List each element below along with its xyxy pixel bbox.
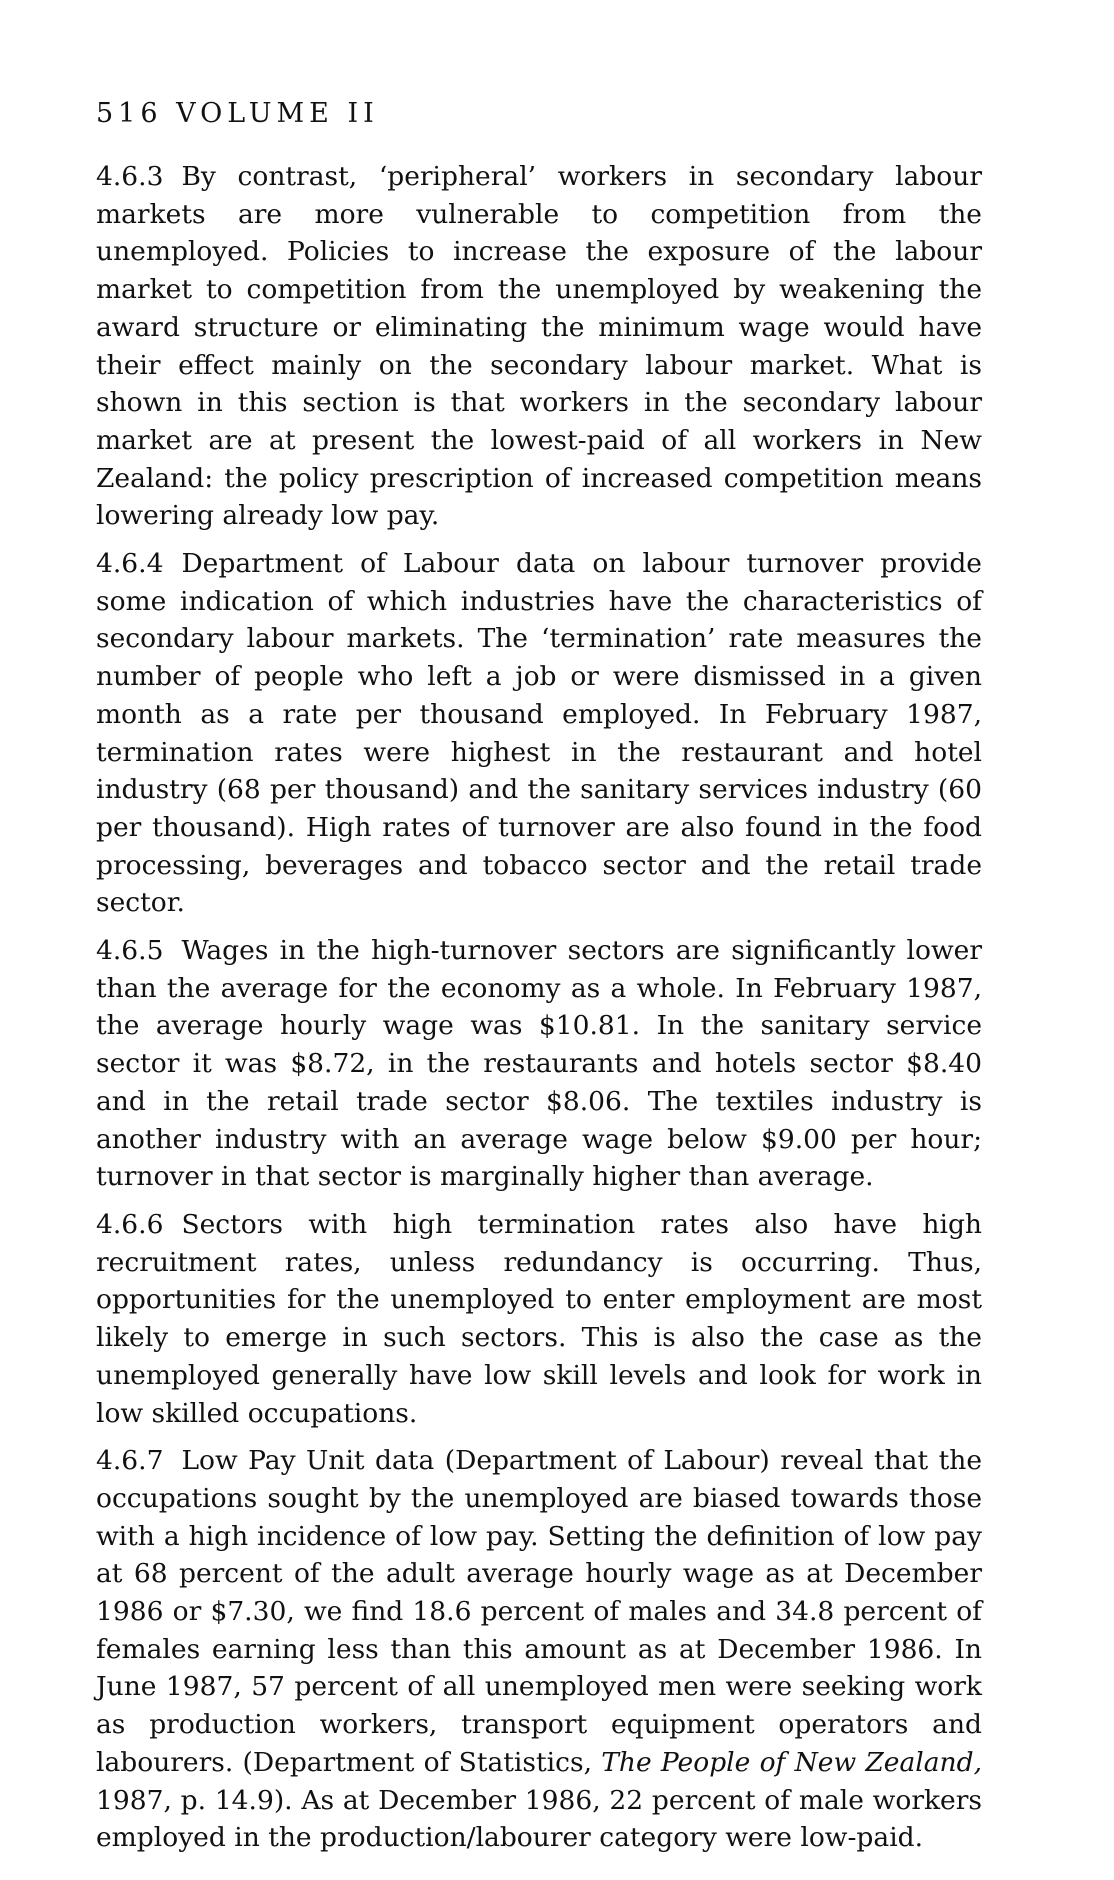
citation-title: The People of New Zealand, <box>601 1746 982 1778</box>
paragraph-number: 4.6.3 <box>96 161 164 192</box>
paragraph-text: Wages in the high-turnover sectors are significantly lower than the average for the economy as a whole. In February 1987, the average hourly wage was $10.81. In the sanitary service sector it was $8.72, in the restaurants and hotels sector $8.40 and in the retail trade sector $8.06. The textiles industry is another industry with an average wage below $9.00 per hour; turnover in that sector is marginally higher than average. <box>96 935 982 1193</box>
paragraph-text: Department of Labour data on labour turnover provide some indication of which industries have the characteristics of secondary labour markets. The ‘termination’ rate measures the number of people who left a job or were dismissed in a given month as a rate per thousand employed. In February 1987, termination rates were highest in the restaurant and hotel industry (68 per thousand) and the sanitary services industry (60 per thousand). High rates of turnover are also found in the food processing, beverages and tobacco sector and the retail trade sector. <box>96 548 982 919</box>
running-head <box>96 96 982 132</box>
paragraph-4-6-5 <box>96 932 982 1196</box>
paragraph-text: By contrast, ‘peripheral’ workers in secondary labour markets are more vulnerable to competition from the unemployed. Policies to increase the exposure of the labour market to competition from the unemployed by weakening the award structure or eliminating the minimum wage would have their effect mainly on the secondary labour market. What is shown in this section is that workers in the secondary labour market are at present the lowest-paid of all workers in New Zealand: the policy prescription of increased competition means lowering already low pay. <box>96 161 982 532</box>
paragraph-number: 4.6.7 <box>96 1445 164 1477</box>
paragraph-4-6-3 <box>96 158 982 535</box>
paragraph-4-6-6 <box>96 1206 982 1432</box>
page-number: 516 <box>96 98 163 129</box>
paragraph-number: 4.6.4 <box>96 548 164 580</box>
paragraph-text-before: Low Pay Unit data (Department of Labour) reveal that the occupations sought by the unemployed are biased towards those with a high incidence of low pay. Setting the definition of low pay at 68 percent of the adult average hourly wage as at December 1986 or $7.30, we find 18.6 percent of males and 34.8 percent of females earning less than this amount as at December 1986. In June 1987, 57 percent of all unemployed men were seeking work as production workers, transport equipment operators and labourers. (Department of Statistics, <box>96 1445 982 1778</box>
paragraph-4-6-4 <box>96 545 982 922</box>
paragraph-text: Sectors with high termination rates also have high recruitment rates, unless redundancy is occurring. Thus, opportunities for the unemployed to enter employment are most likely to emerge in such sectors. This is also the case as the unemployed generally have low skill levels and look for work in low skilled occupations. <box>96 1208 982 1429</box>
volume-label: VOLUME II <box>176 98 379 129</box>
paragraph-4-6-7 <box>96 1442 982 1857</box>
paragraph-text-after: 1987, p. 14.9). As at December 1986, 22 percent of male workers employed in the production/labourer category were low-paid. <box>96 1784 982 1854</box>
paragraph-number: 4.6.6 <box>96 1208 164 1240</box>
document-page <box>96 96 982 1867</box>
paragraph-number: 4.6.5 <box>96 935 164 967</box>
